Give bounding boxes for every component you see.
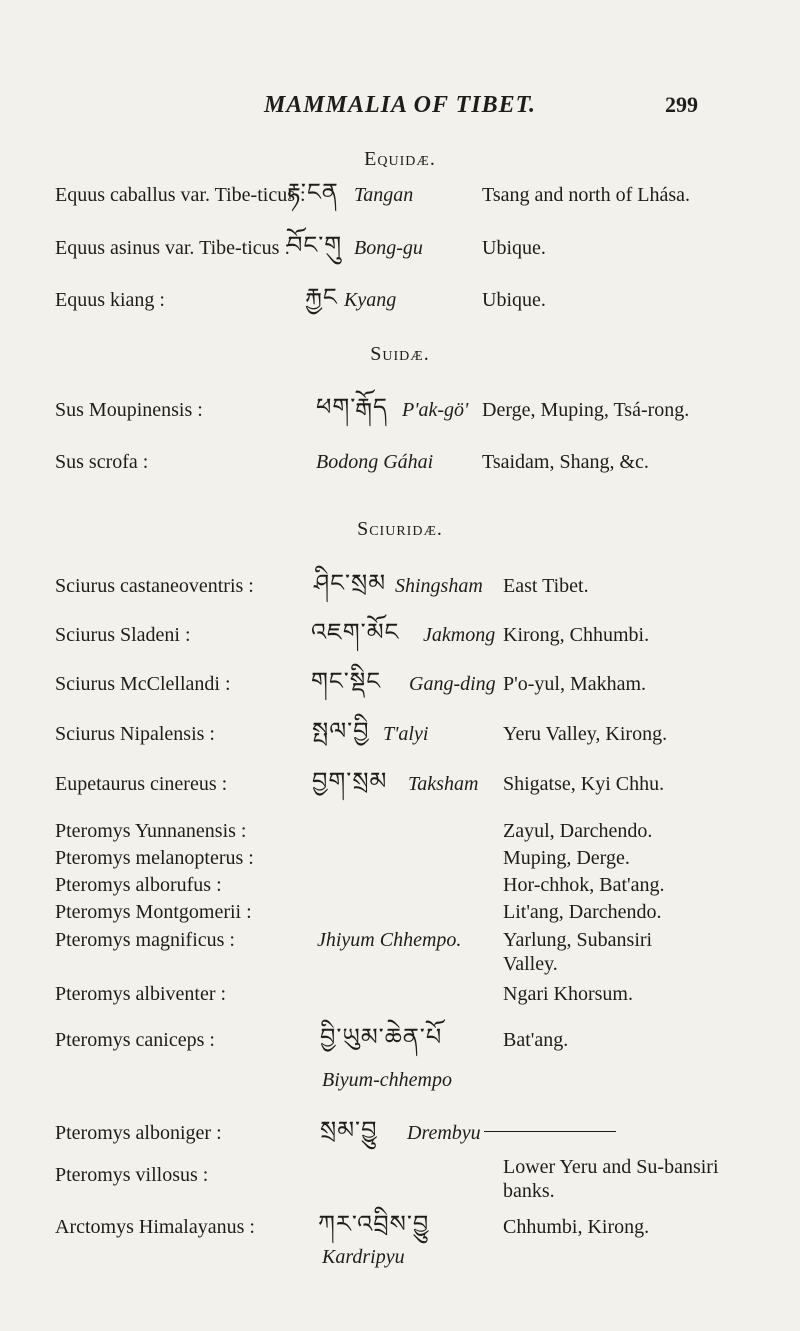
latin-name: Equus asinus var. Tibe-ticus : xyxy=(55,237,291,259)
transliteration: Bong-gu xyxy=(354,237,423,259)
empty-locality-dash xyxy=(484,1131,616,1132)
locality: Bat'ang. xyxy=(503,1029,569,1051)
tibetan-name: ཀར་འབྲིས་བྱུ xyxy=(318,1210,430,1238)
latin-name: Pteromys albiventer : xyxy=(55,983,227,1005)
locality: P'o-yul, Makham. xyxy=(503,673,647,695)
locality: Zayul, Darchendo. xyxy=(503,820,653,842)
latin-name: Pteromys melanopterus : xyxy=(55,847,254,869)
locality: Muping, Derge. xyxy=(503,847,630,869)
transliteration: Kyang xyxy=(344,289,397,311)
tibetan-name: སྤལ་བྱི xyxy=(312,717,370,745)
transliteration: Taksham xyxy=(408,773,479,795)
locality: Tsaidam, Shang, &c. xyxy=(482,451,649,473)
locality: Ubique. xyxy=(482,289,546,311)
latin-name: Pteromys alboniger : xyxy=(55,1122,222,1144)
running-title: MAMMALIA OF TIBET. xyxy=(263,92,537,118)
latin-name: Sus Moupinensis : xyxy=(55,399,203,421)
latin-name: Sciurus McClellandi : xyxy=(55,673,231,695)
transliteration: T'alyi xyxy=(383,723,429,745)
tibetan-name: བྱག་སྲམ xyxy=(312,767,388,795)
locality: Ngari Khorsum. xyxy=(503,983,633,1005)
locality: Lower Yeru and Su-bansiri banks. xyxy=(503,1156,719,1202)
transliteration: Jakmong xyxy=(423,624,496,646)
latin-name: Sus scrofa : xyxy=(55,451,149,473)
section-title-equidae: Equidæ. xyxy=(364,148,436,170)
page-number: 299 xyxy=(665,92,698,117)
transliteration: Drembyu xyxy=(407,1122,481,1144)
latin-name: Pteromys magnificus : xyxy=(55,929,235,951)
latin-name: Sciurus Sladeni : xyxy=(55,624,191,646)
tibetan-name: ཤིང་སྲམ xyxy=(314,569,387,597)
latin-name: Equus kiang : xyxy=(55,289,165,311)
tibetan-name: རྐྱང xyxy=(305,283,338,311)
locality: Ubique. xyxy=(482,237,546,259)
transliteration: Kardripyu xyxy=(322,1246,405,1268)
running-head xyxy=(0,92,800,122)
latin-name: Pteromys caniceps : xyxy=(55,1029,215,1051)
locality: Chhumbi, Kirong. xyxy=(503,1216,650,1238)
locality: Tsang and north of Lhása. xyxy=(482,184,690,206)
latin-name: Sciurus Nipalensis : xyxy=(55,723,215,745)
tibetan-name: རྟ་ངན xyxy=(287,178,339,206)
transliteration: Jhiyum Chhempo. xyxy=(317,929,462,951)
latin-name: Eupetaurus cinereus : xyxy=(55,773,228,795)
transliteration: Tangan xyxy=(354,184,414,206)
latin-name: Sciurus castaneoventris : xyxy=(55,575,254,597)
tibetan-name: བྱི་ཡུམ་ཆེན་པོ xyxy=(320,1023,443,1051)
latin-name: Pteromys alborufus : xyxy=(55,874,222,896)
latin-name: Pteromys villosus : xyxy=(55,1164,209,1186)
latin-name: Pteromys Yunnanensis : xyxy=(55,820,247,842)
tibetan-name: བོང་གུ xyxy=(287,231,343,259)
transliteration: Biyum-chhempo xyxy=(322,1069,452,1091)
latin-name: Equus caballus var. Tibe-ticus : xyxy=(55,184,306,206)
tibetan-name: ཕག་རྒོད xyxy=(316,393,388,421)
transliteration: P'ak-gö' xyxy=(402,399,469,421)
latin-name: Arctomys Himalayanus : xyxy=(55,1216,255,1238)
transliteration: Shingsham xyxy=(395,575,483,597)
locality: Yarlung, Subansiri Valley. xyxy=(503,929,653,975)
locality: Kirong, Chhumbi. xyxy=(503,624,650,646)
locality: Yeru Valley, Kirong. xyxy=(503,723,668,745)
transliteration: Gang-ding xyxy=(409,673,496,695)
tibetan-name: གང་སྡིང xyxy=(311,667,382,695)
locality: Derge, Muping, Tsá-rong. xyxy=(482,399,690,421)
latin-name: Pteromys Montgomerii : xyxy=(55,901,252,923)
locality: Hor-chhok, Bat'ang. xyxy=(503,874,665,896)
section-title-sciuridae: Sciuridæ. xyxy=(357,518,443,540)
tibetan-name: སྲམ་བྱུ xyxy=(320,1116,378,1144)
locality: Shigatse, Kyi Chhu. xyxy=(503,773,665,795)
tibetan-name: འཇག་མོང xyxy=(311,618,400,646)
locality: East Tibet. xyxy=(503,575,589,597)
transliteration: Bodong Gáhai xyxy=(316,451,434,473)
locality: Lit'ang, Darchendo. xyxy=(503,901,662,923)
section-title-suidae: Suidæ. xyxy=(370,343,430,365)
